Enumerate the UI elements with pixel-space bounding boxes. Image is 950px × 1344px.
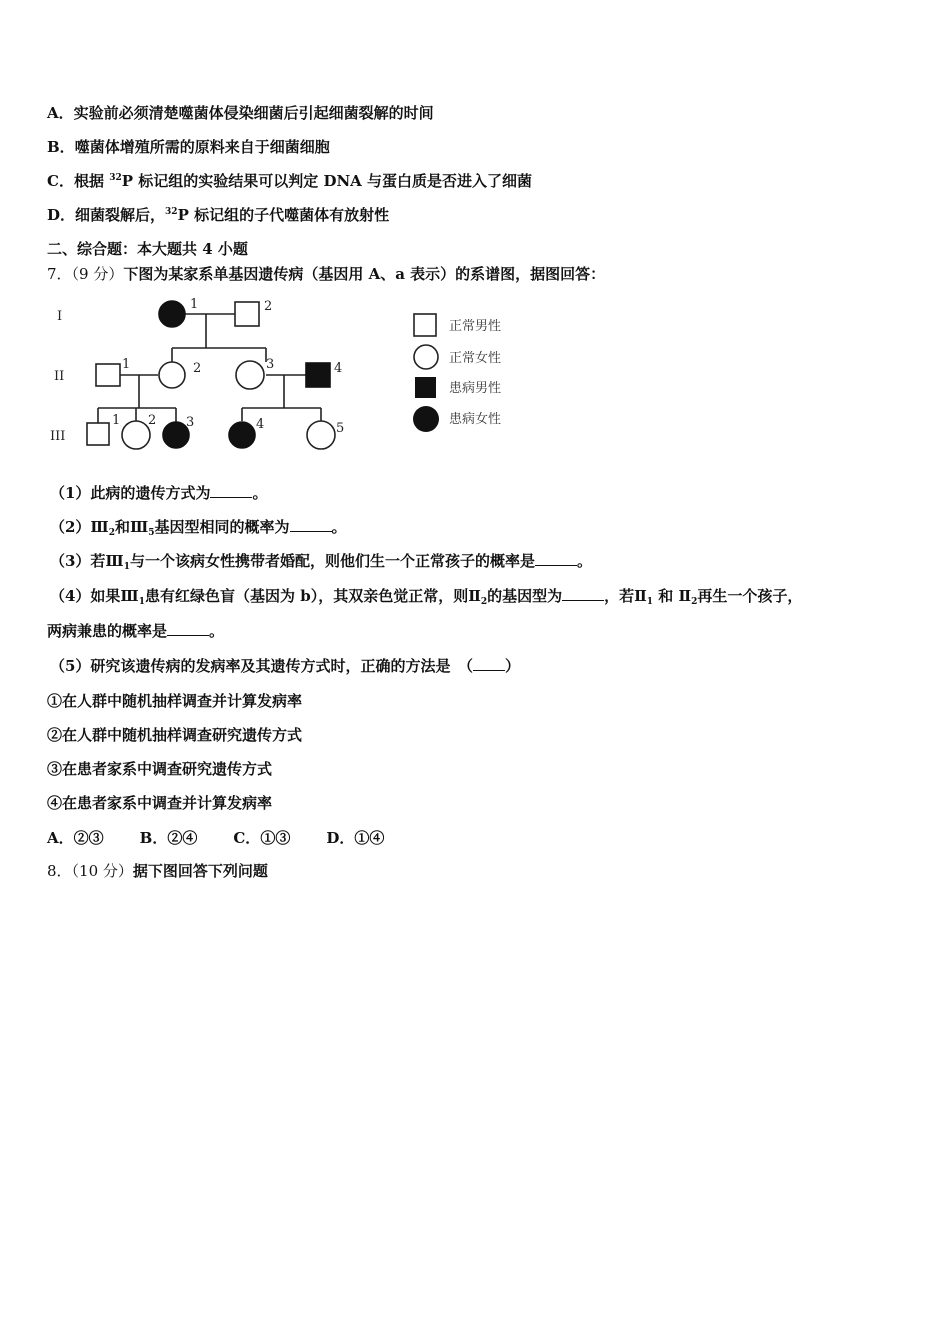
legend-affected-female-icon bbox=[413, 406, 439, 432]
method-1: ①在人群中随机抽样调查并计算发病率 bbox=[47, 692, 303, 710]
legend-affected-male-label: 患病男性 bbox=[449, 381, 502, 396]
legend-affected-female-label: 患病女性 bbox=[449, 412, 502, 427]
method-2: ②在人群中随机抽样调查研究遗传方式 bbox=[47, 726, 303, 744]
q7-stem: 7．（9 分）下图为某家系单基因遗传病（基因用 A、a 表示）的系谱图，据图回答： bbox=[47, 265, 606, 283]
legend-normal-female-icon bbox=[414, 345, 438, 369]
person-III-4-affected-female bbox=[229, 422, 255, 448]
generation-label-II: II bbox=[54, 369, 65, 384]
answer-blank[interactable] bbox=[210, 485, 252, 498]
q7-sub2: $(2)Ⅲ_2$和$Ⅲ_5$基因型相同的概率为 。 bbox=[50, 518, 347, 538]
id-II-2: 2 bbox=[193, 361, 202, 376]
generation-label-I: I bbox=[57, 309, 63, 324]
q7-sub5: （5）研究该遗传病的发病率及其遗传方式时，正确的方法是 （ ） bbox=[50, 657, 520, 675]
section-title: 二、综合题：本大题共 4 小题 bbox=[47, 240, 248, 258]
id-III-2: 2 bbox=[148, 413, 157, 428]
option-c: C．根据 $^{32}$P 标记组的实验结果可以判定 DNA 与蛋白质是否进入了细菌 bbox=[47, 172, 533, 190]
id-I-2: 2 bbox=[264, 299, 273, 314]
id-III-4: 4 bbox=[256, 417, 265, 432]
pedigree-diagram bbox=[40, 292, 560, 462]
q7-choices bbox=[47, 827, 420, 848]
choice-b: B．②④ bbox=[139, 829, 198, 847]
choice-c: C．①③ bbox=[233, 829, 291, 847]
legend-normal-male-icon bbox=[414, 314, 436, 336]
person-II-1-normal-male bbox=[96, 364, 120, 386]
person-III-5-normal-female bbox=[307, 421, 335, 449]
id-II-1: 1 bbox=[122, 357, 131, 372]
q7-sub1: （1）此病的遗传方式为 。 bbox=[50, 484, 268, 502]
person-II-4-affected-male bbox=[306, 363, 330, 387]
method-4: ④在患者家系中调查并计算发病率 bbox=[47, 794, 273, 812]
legend-normal-female-label: 正常女性 bbox=[449, 351, 502, 366]
id-II-4: 4 bbox=[334, 361, 343, 376]
q7-sub3: （3）若$Ⅲ_1$与一个该病女性携带者婚配，则他们生一个正常孩子的概率是 。 bbox=[50, 552, 593, 572]
answer-blank[interactable] bbox=[290, 519, 332, 532]
id-III-1: 1 bbox=[112, 413, 121, 428]
answer-blank[interactable] bbox=[562, 588, 604, 601]
q7-sub4: （4）如果$Ⅲ_1$患有红绿色盲（基因为 b），其双亲色觉正常，则$Ⅱ_2$的基因型为 ，若$Ⅱ_1$ 和 $Ⅱ_2$再生一个孩子， bbox=[50, 587, 803, 607]
id-III-5: 5 bbox=[336, 421, 345, 436]
person-III-1-normal-male bbox=[87, 423, 109, 445]
method-3: ③在患者家系中调查研究遗传方式 bbox=[47, 760, 273, 778]
option-b: B．噬菌体增殖所需的原料来自于细菌细胞 bbox=[47, 138, 330, 156]
option-a: A．实验前必须清楚噬菌体侵染细菌后引起细菌裂解的时间 bbox=[47, 104, 434, 122]
option-d: D．细菌裂解后，$^{32}$P 标记组的子代噬菌体有放射性 bbox=[47, 206, 390, 224]
legend-normal-male-label: 正常男性 bbox=[449, 319, 502, 334]
generation-label-III: III bbox=[50, 429, 66, 444]
id-II-3: 3 bbox=[266, 357, 275, 372]
q7-sub4-line2: 两病兼患的概率是 。 bbox=[47, 622, 225, 640]
id-III-3: 3 bbox=[186, 415, 195, 430]
legend-affected-male-icon bbox=[415, 377, 436, 398]
person-II-2-normal-female bbox=[159, 362, 185, 388]
person-III-2-normal-female bbox=[122, 421, 150, 449]
choice-d: D．①④ bbox=[326, 829, 385, 847]
choice-a: A．②③ bbox=[47, 829, 104, 847]
person-II-3-normal-female bbox=[236, 361, 264, 389]
q8-stem: 8．（10 分）据下图回答下列问题 bbox=[47, 862, 268, 880]
answer-blank[interactable] bbox=[535, 553, 577, 566]
id-I-1: 1 bbox=[190, 297, 199, 312]
person-I-2-normal-male bbox=[235, 302, 259, 326]
person-I-1-affected-female bbox=[159, 301, 185, 327]
answer-blank[interactable] bbox=[473, 658, 505, 671]
answer-blank[interactable] bbox=[167, 623, 209, 636]
